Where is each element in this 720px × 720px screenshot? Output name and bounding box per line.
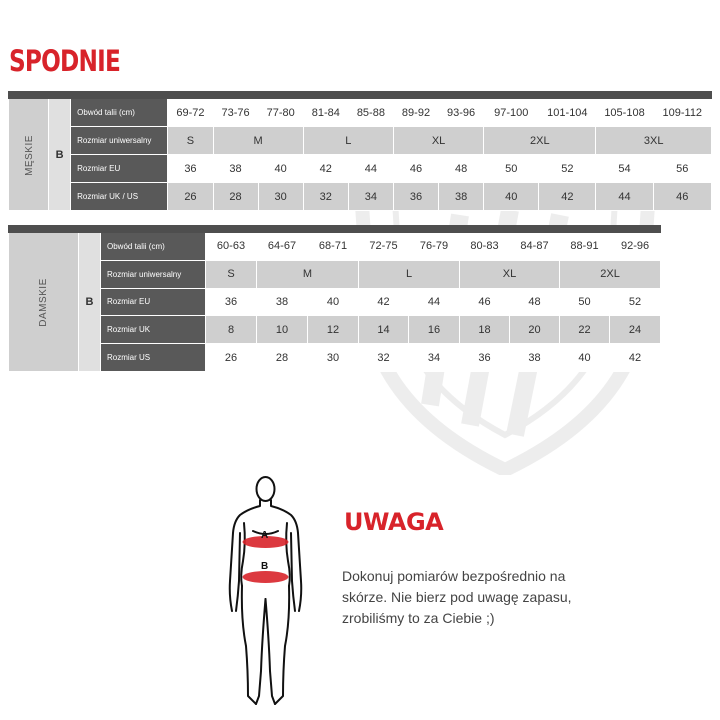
measure-label-b: B — [261, 561, 269, 572]
table-cell: 14 — [359, 316, 409, 344]
table-cell: 89-92 — [393, 99, 438, 127]
table-cell: 28 — [213, 183, 258, 211]
table-cell: 40 — [258, 155, 303, 183]
table-cell: S — [206, 260, 257, 288]
table-cell: 36 — [460, 344, 510, 372]
table-cell: 26 — [206, 344, 257, 372]
table-cell: M — [257, 260, 359, 288]
table-cell: 52 — [539, 155, 596, 183]
table-cell: XL — [460, 260, 560, 288]
table-cell: 80-83 — [460, 233, 510, 261]
table-row-us — [9, 344, 661, 372]
row-label-waist: Obwód talii (cm) — [101, 233, 206, 261]
body-measurement-figure — [228, 471, 303, 711]
table-cell: 93-96 — [439, 99, 484, 127]
table-cell: 85-88 — [348, 99, 393, 127]
table-cell: 73-76 — [213, 99, 258, 127]
table-cell: 2XL — [560, 260, 661, 288]
table-cell: 42 — [610, 344, 661, 372]
table-cell: 40 — [560, 344, 610, 372]
row-label-eu: Rozmiar EU — [71, 155, 168, 183]
table-cell: 92-96 — [610, 233, 661, 261]
table-cell: 44 — [409, 288, 460, 316]
table-cell: 36 — [168, 155, 213, 183]
table-cell: 46 — [393, 155, 438, 183]
table-cell: S — [168, 127, 213, 155]
table-cell: L — [359, 260, 460, 288]
row-label-waist: Obwód talii (cm) — [71, 99, 168, 127]
table-cell: 36 — [393, 183, 438, 211]
table-cell: 64-67 — [257, 233, 308, 261]
table-cell: 77-80 — [258, 99, 303, 127]
table-cell: 32 — [359, 344, 409, 372]
table-cell: 48 — [439, 155, 484, 183]
row-label-universal: Rozmiar uniwersalny — [71, 127, 168, 155]
table-cell: L — [303, 127, 393, 155]
table-cell: 84-87 — [510, 233, 560, 261]
table-header-bar — [9, 92, 712, 99]
table-cell: 30 — [308, 344, 359, 372]
table-row-universal — [9, 260, 661, 288]
table-cell: 101-104 — [539, 99, 596, 127]
men-side-label: MĘSKIE — [9, 99, 49, 211]
table-cell: 105-108 — [596, 99, 653, 127]
table-cell: 46 — [460, 288, 510, 316]
table-cell: 34 — [348, 183, 393, 211]
table-cell: 10 — [257, 316, 308, 344]
table-row-uk — [9, 316, 661, 344]
table-cell: 26 — [168, 183, 213, 211]
row-label-ukus: Rozmiar UK / US — [71, 183, 168, 211]
row-label-us: Rozmiar US — [101, 344, 206, 372]
table-cell: 20 — [510, 316, 560, 344]
table-cell: 56 — [653, 155, 711, 183]
table-cell: 42 — [359, 288, 409, 316]
notice-text: Dokonuj pomiarów bezpośrednio na skórze. Nie bierz pod uwagę zapasu, zrobiliśmy to za Ciebie ;) — [342, 568, 572, 626]
table-cell: 81-84 — [303, 99, 348, 127]
table-cell: 3XL — [596, 127, 712, 155]
table-cell: 44 — [348, 155, 393, 183]
women-measure-marker: B — [79, 233, 101, 372]
table-cell: 24 — [610, 316, 661, 344]
table-cell: 52 — [610, 288, 661, 316]
row-label-uk: Rozmiar UK — [101, 316, 206, 344]
table-cell: 46 — [653, 183, 711, 211]
table-row-eu — [9, 288, 661, 316]
men-size-table — [8, 91, 712, 211]
table-row-ukus — [9, 183, 712, 211]
row-label-eu: Rozmiar EU — [101, 288, 206, 316]
table-cell: 60-63 — [206, 233, 257, 261]
table-cell: 38 — [510, 344, 560, 372]
table-cell: 42 — [539, 183, 596, 211]
row-label-universal: Rozmiar uniwersalny — [101, 260, 206, 288]
table-cell: 72-75 — [359, 233, 409, 261]
table-cell: 34 — [409, 344, 460, 372]
table-cell: 38 — [439, 183, 484, 211]
table-cell: 18 — [460, 316, 510, 344]
notice-heading: UWAGA — [344, 508, 444, 536]
table-cell: 42 — [303, 155, 348, 183]
measure-label-a: A — [261, 530, 269, 541]
table-row-eu — [9, 155, 712, 183]
table-cell: 44 — [596, 183, 653, 211]
table-cell: 12 — [308, 316, 359, 344]
table-cell: 40 — [308, 288, 359, 316]
table-header-bar — [9, 226, 661, 233]
table-cell: 88-91 — [560, 233, 610, 261]
women-size-table — [8, 225, 661, 372]
women-side-label: DAMSKIE — [9, 233, 79, 372]
table-cell: 50 — [484, 155, 539, 183]
table-cell: XL — [393, 127, 483, 155]
table-cell: 28 — [257, 344, 308, 372]
table-cell: 38 — [213, 155, 258, 183]
table-cell: 2XL — [484, 127, 596, 155]
table-cell: 8 — [206, 316, 257, 344]
table-cell: 97-100 — [484, 99, 539, 127]
table-row-waist — [9, 99, 712, 127]
table-cell: M — [213, 127, 303, 155]
table-cell: 69-72 — [168, 99, 213, 127]
table-cell: 22 — [560, 316, 610, 344]
table-row-universal — [9, 127, 712, 155]
men-measure-marker: B — [49, 99, 71, 211]
table-cell: 30 — [258, 183, 303, 211]
table-cell: 40 — [484, 183, 539, 211]
table-row-waist — [9, 233, 661, 261]
table-cell: 32 — [303, 183, 348, 211]
table-cell: 50 — [560, 288, 610, 316]
table-cell: 48 — [510, 288, 560, 316]
table-cell: 38 — [257, 288, 308, 316]
table-cell: 68-71 — [308, 233, 359, 261]
table-cell: 16 — [409, 316, 460, 344]
table-cell: 76-79 — [409, 233, 460, 261]
table-cell: 36 — [206, 288, 257, 316]
measure-band-b — [243, 571, 289, 583]
table-cell: 109-112 — [653, 99, 711, 127]
table-cell: 54 — [596, 155, 653, 183]
page-title: SPODNIE — [9, 44, 120, 78]
